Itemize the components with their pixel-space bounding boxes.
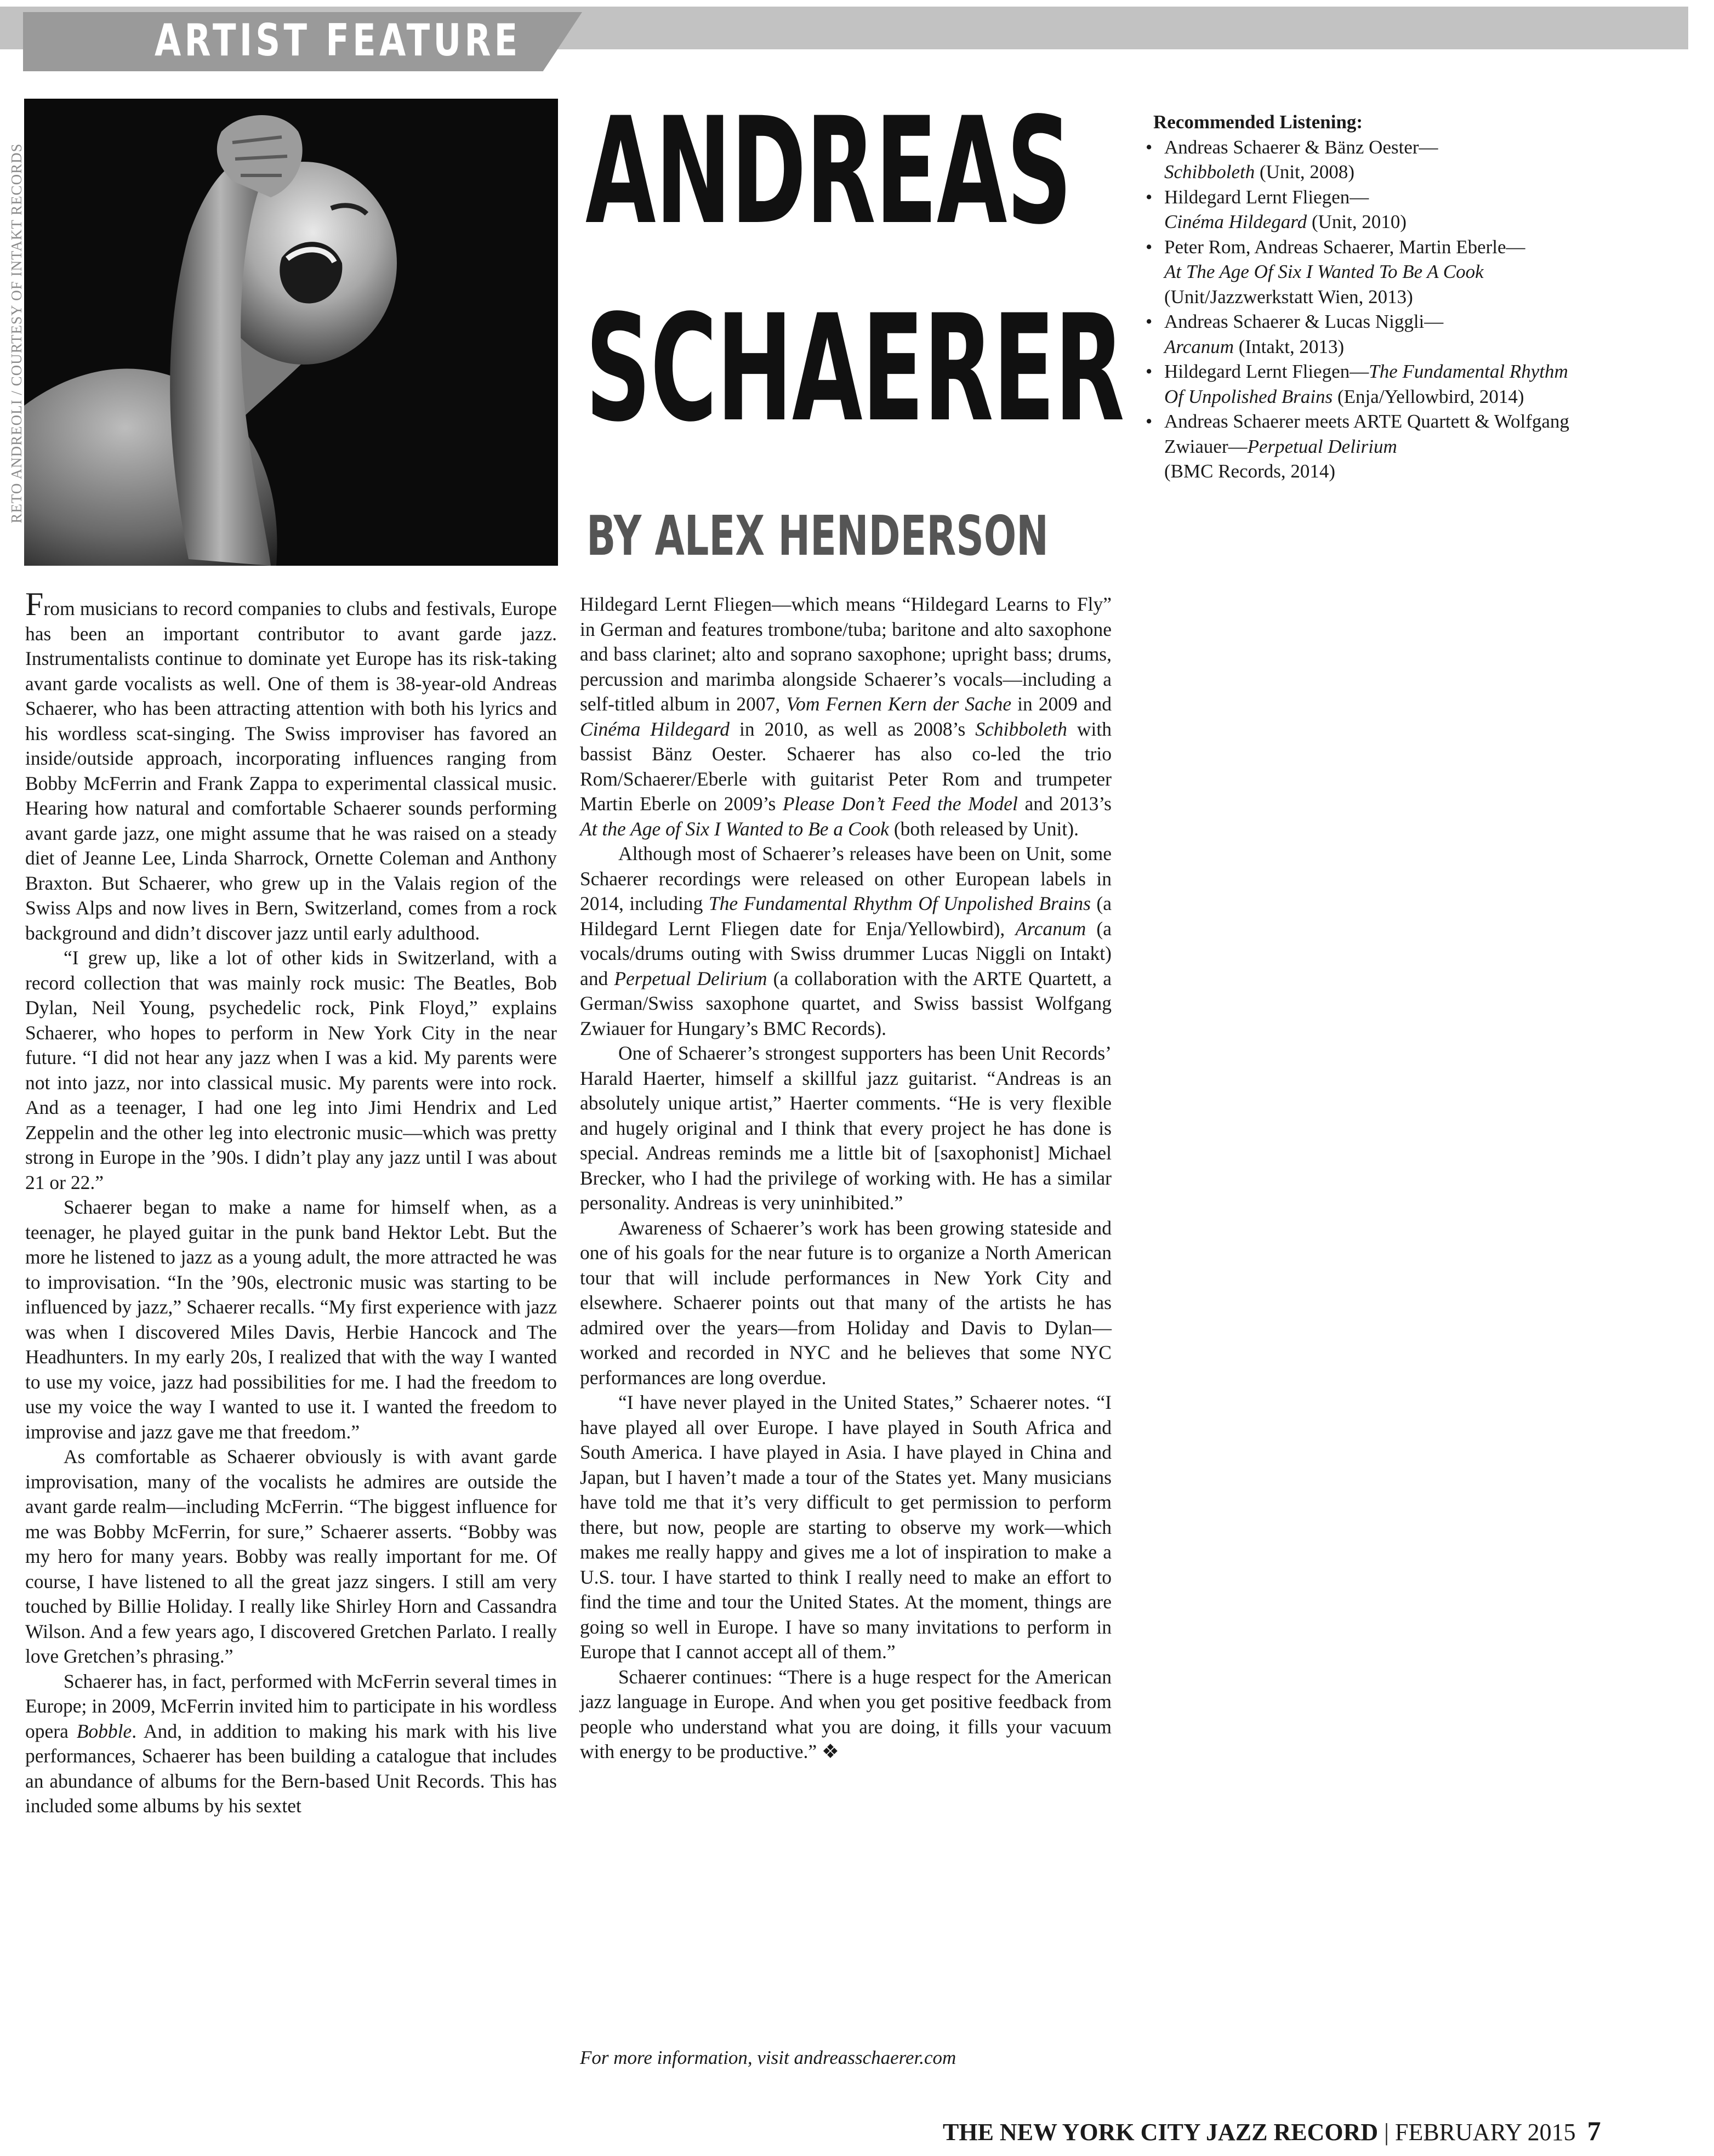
photo-credit: RETO ANDREOLI / COURTESY OF INTAKT RECORDS [8,143,25,524]
recommended-item-text: At The Age Of Six I Wanted To Be A Cook [1164,261,1484,282]
recommended-item-line [1164,309,1699,334]
recommended-item-line [1164,434,1699,459]
artist-photo [24,99,558,566]
publication-name: THE NEW YORK CITY JAZZ RECORD [943,2119,1379,2146]
byline: BY ALEX HENDERSON [586,504,1049,568]
recommended-item-text: Cinéma Hildegard [1164,211,1307,232]
recommended-item-text: Andreas Schaerer meets ARTE Quartett & Wolfgang [1164,411,1569,432]
italic-title: Arcanum [1015,917,1086,940]
paragraph-text: . And, in addition to making his mark with his live performances, Schaerer has been building a catalogue that includes an abundance of albums for the Bern-based Unit Records. This has included some albums by his sextet [25,1720,557,1817]
bullet-icon: • [1146,311,1153,332]
bullet-icon: • [1146,411,1153,432]
article-paragraph [580,1216,1112,1391]
paragraph-text: (both released by Unit). [889,817,1079,840]
recommended-item-line [1164,285,1699,310]
bullet-icon: • [1146,136,1153,158]
article-paragraph [25,586,557,946]
italic-title: Cinéma Hildegard [580,718,730,740]
recommended-item-text: Arcanum [1164,335,1234,357]
recommended-item-line [1164,135,1699,160]
paragraph-text: in 2009 and [1011,693,1112,715]
recommended-item-line [1164,334,1699,360]
article-paragraph [580,592,1112,841]
recommended-item [1146,185,1699,235]
italic-title: Schibboleth [975,718,1067,740]
recommended-item-text: (Unit/Jazzwerkstatt Wien, 2013) [1164,286,1413,308]
article-paragraph [25,1444,557,1669]
recommended-item-text: Hildegard Lernt Fliegen— [1164,186,1369,208]
recommended-item [1146,359,1699,409]
recommended-item [1146,135,1699,185]
recommended-item-text: (BMC Records, 2014) [1164,460,1336,482]
bullet-icon: • [1146,236,1153,258]
recommended-item-line [1164,209,1699,235]
recommended-item-text: Zwiauer— [1164,435,1248,457]
paragraph-text: (a collaboration with the ARTE Quartett, a German/Swiss saxophone quartet, and Swiss bassist Wolfgang Zwiauer for Hungary’s BMC Records). [580,967,1112,1039]
paragraph-text: Schaerer began to make a name for himself when, as a teenager, he played guitar in the punk band Hektor Lebt. But the more he listened to jazz as a young adult, the more attracted he was to improvisation. “In the ’90s, electronic music was starting to be influenced by jazz,” Schaerer recalls. “My first experience with jazz was when I discovered Miles Davis, Herbie Hancock and The Headhunters. In my early 20s, I realized that with the way I wanted to use my voice, jazz had possibilities for me. I had the freedom to use my voice the way I wanted to use it. I wanted the freedom to improvise and jazz gave me that freedom.” [25,1196,557,1443]
article-paragraph [580,841,1112,1041]
recommended-item-line [1164,259,1699,285]
paragraph-text: “I have never played in the United States,” Schaerer notes. “I have played all over Europe. I have played in South Africa and South America. I have played in Asia. I have played in China and Japan, but I haven’t made a tour of the States yet. Many musicians have told me that it’s very difficult to get permission to perform there, but now, people are starting to observe my work—which makes me really happy and gives me a lot of inspiration to make a U.S. tour. I have started to think I really need to make an effort to find the time and tour the United States. At the moment, things are going so well in Europe. I have so many invitations to perform in Europe that I cannot accept all of them.” [580,1391,1112,1663]
recommended-listening-list [1146,135,1699,484]
recommended-listening [1146,110,1699,484]
section-label: ARTIST FEATURE [155,15,521,66]
drop-cap: F [25,586,44,622]
italic-title: The Fundamental Rhythm Of Unpolished Brains [708,892,1091,914]
paragraph-text: One of Schaerer’s strongest supporters has been Unit Records’ Harald Haerter, himself a skillful jazz guitarist. “Andreas is an absolutely unique artist,” Haerter comments. “He is very flexible and hugely original and I think that every project he has done is special. Andreas reminds me a little bit of [saxophonist] Michael Brecker, who I had the privilege of working with. He has a similar personality. Andreas is very uninhibited.” [580,1042,1112,1214]
italic-title: Please Don’t Feed the Model [782,793,1018,815]
recommended-item-text: Andreas Schaerer & Lucas Niggli— [1164,311,1444,332]
italic-title: Perpetual Delirium [614,967,767,989]
recommended-item-text: (Intakt, 2013) [1234,335,1345,357]
page-footer [943,2115,1601,2147]
recommended-item-line [1164,359,1699,384]
italic-title: Bobble [76,1720,132,1742]
paragraph-text: in 2010, as well as 2008’s [730,718,976,740]
recommended-item-text: Schibboleth [1164,161,1255,183]
recommended-item-text: Andreas Schaerer & Bänz Oester— [1164,136,1438,158]
article-paragraph [580,1041,1112,1216]
article-column-1 [25,586,557,1819]
article-paragraph [25,946,557,1195]
footer-separator: | [1384,2119,1389,2146]
paragraph-text: Schaerer continues: “There is a huge respect for the American jazz language in Europe. And when you get positive feedback from people who understand what you are doing, it fills your vacuum with energy to be productive.” ❖ [580,1665,1112,1762]
italic-title: At the Age of Six I Wanted to Be a Cook [580,817,889,840]
recommended-item [1146,309,1699,359]
headline-first-name: ANDREAS [585,86,1072,257]
paragraph-text: Awareness of Schaerer’s work has been growing stateside and one of his goals for the near future is to organize a North American tour that will include performances in New York City and elsewhere. Schaerer points out that many of the artists he has admired over the years—from Holiday and Davis to Dylan—worked and recorded in NYC and he believes that some NYC performances are long overdue. [580,1216,1112,1389]
recommended-item-line [1164,459,1699,484]
headline-last-name: SCHAERER [585,283,1124,454]
more-info-note: For more information, visit andreasschaerer.com [580,2047,956,2068]
recommended-item-text: Hildegard Lernt Fliegen— [1164,361,1369,382]
recommended-item-line [1164,160,1699,185]
recommended-item-text: (Unit, 2008) [1255,161,1355,183]
paragraph-text: (a vocals/drums outing with Swiss drummer Lucas Niggli on Intakt) and [580,917,1112,989]
recommended-item [1146,235,1699,310]
issue-date: FEBRUARY 2015 [1394,2119,1576,2146]
article-column-2 [580,592,1112,1765]
recommended-item-text: (Unit, 2010) [1307,211,1407,232]
recommended-item-text: Of Unpolished Brains [1164,385,1333,407]
recommended-item-text: The Fundamental Rhythm [1369,361,1568,382]
article-paragraph [580,1390,1112,1665]
paragraph-text: As comfortable as Schaerer obviously is with avant garde improvisation, many of the vocalists he admires are outside the avant garde realm—including McFerrin. “The biggest influence for me was Bobby McFerrin, for sure,” Schaerer asserts. “Bobby was my hero for many years. Bobby was really important for me. Of course, I have listened to all the great jazz singers. I still am very touched by Billie Holiday. I really like Shirley Horn and Cassandra Wilson. And a few years ago, I discovered Gretchen Parlato. I really love Gretchen’s phrasing.” [25,1446,557,1667]
article-paragraph [25,1669,557,1819]
paragraph-text: and 2013’s [1017,793,1112,815]
bullet-icon: • [1146,186,1153,208]
paragraph-text: Although most of Schaerer’s releases have been on Unit, some Schaerer recordings were released on other European labels in 2014, including [580,843,1112,914]
page-number: 7 [1587,2115,1601,2146]
recommended-item-line [1164,409,1699,434]
recommended-item-text: Perpetual Delirium [1247,435,1397,457]
paragraph-text: Hildegard Lernt Fliegen—which means “Hildegard Learns to Fly” in German and features trombone/tuba; baritone and alto saxophone and bass clarinet; alto and soprano saxophone; upright bass; drums, percussion and marimba alongside Schaerer’s vocals—including a self-titled album in 2007, [580,593,1112,715]
recommended-item-line [1164,185,1699,210]
italic-title: Vom Fernen Kern der Sache [786,693,1012,715]
artist-photo-illustration [24,99,558,566]
recommended-item-text: Peter Rom, Andreas Schaerer, Martin Eberle— [1164,236,1525,258]
paragraph-text: (a Hildegard Lernt Fliegen date for Enja/Yellowbird), [580,892,1112,940]
recommended-item [1146,409,1699,484]
recommended-item-line [1164,384,1699,409]
paragraph-text: “I grew up, like a lot of other kids in Switzerland, with a record collection that was mainly rock music: The Beatles, Bob Dylan, Neil Young, psychedelic rock, Pink Floyd,” explains Schaerer, who hopes to perform in New York City in the near future. “I did not hear any jazz when I was a kid. My parents were not into jazz, nor into classical music. My parents were into rock. And as a teenager, I had one leg into Jimi Hendrix and Led Zeppelin and the other leg into electronic music—which was pretty strong in Europe in the ’90s. I didn’t play any jazz until I was about 21 or 22.” [25,947,557,1193]
paragraph-text: with bassist Bänz Oester. Schaerer has also co-led the trio Rom/Schaerer/Eberle with guitarist Peter Rom and trumpeter Martin Eberle on 2009’s [580,718,1112,815]
article-paragraph [580,1665,1112,1765]
bullet-icon: • [1146,361,1153,382]
paragraph-text: rom musicians to record companies to clubs and festivals, Europe has been an important contributor to avant garde jazz. Instrumentalists continue to dominate yet Europe has its risk-taking avant garde vocalists as well. One of them is 38-year-old Andreas Schaerer, who has been attracting attention with both his lyrics and his wordless scat-singing. The Swiss improviser has favored an inside/outside approach, incorporating influences ranging from Bobby McFerrin and Frank Zappa to experimental classical music. Hearing how natural and comfortable Schaerer sounds performing avant garde jazz, one might assume that he was raised on a steady diet of Jeanne Lee, Linda Sharrock, Ornette Coleman and Anthony Braxton. But Schaerer, who grew up in the Valais region of the Swiss Alps and now lives in Bern, Switzerland, comes from a rock background and didn’t discover jazz until early adulthood. [25,598,557,944]
article-paragraph [25,1195,557,1444]
recommended-listening-heading: Recommended Listening: [1153,111,1363,133]
recommended-item-line [1164,235,1699,260]
recommended-item-text: (Enja/Yellowbird, 2014) [1333,385,1524,407]
paragraph-text: Schaerer has, in fact, performed with McFerrin several times in Europe; in 2009, McFerrin invited him to participate in his wordless opera [25,1670,557,1742]
